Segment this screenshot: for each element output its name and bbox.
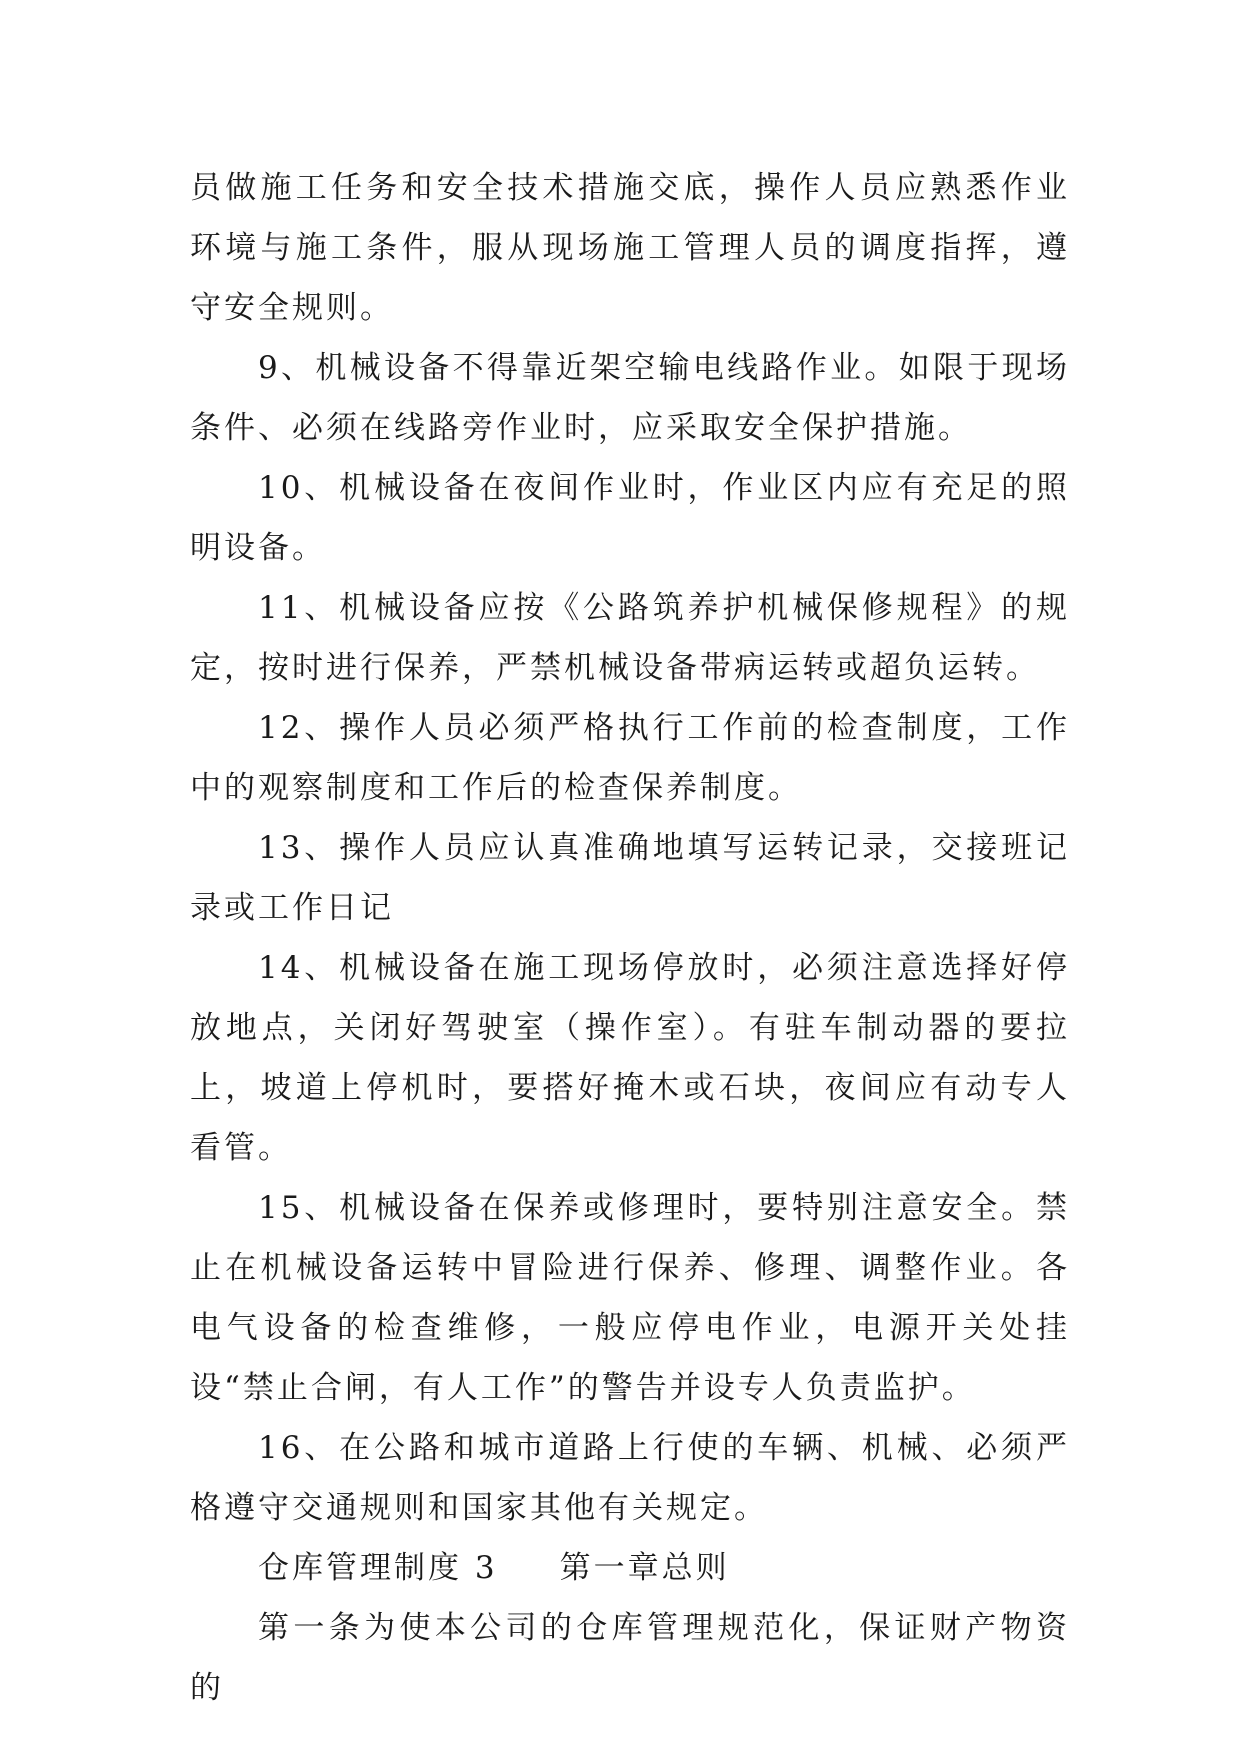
paragraph-item-11: 11、机械设备应按《公路筑养护机械保修规程》的规定，按时进行保养，严禁机械设备带病运转或超负运转。 [190,590,1070,686]
paragraph-item-10: 10、机械设备在夜间作业时，作业区内应有充足的照明设备。 [190,470,1070,566]
chapter-title: 第一章总则 [559,1550,730,1586]
heading-title: 仓库管理制度 3 [258,1550,498,1586]
paragraph-item-9: 9、机械设备不得靠近架空输电线路作业。如限于现场条件、必须在线路旁作业时，应采取安全保护措施。 [190,350,1070,446]
document-body [190,158,1070,1718]
paragraph-item-14: 14、机械设备在施工现场停放时，必须注意选择好停放地点，关闭好驾驶室（操作室）。有驻车制动器的要拉上，坡道上停机时，要搭好掩木或石块，夜间应有动专人看管。 [190,950,1070,1166]
paragraph-continuation: 员做施工任务和安全技术措施交底，操作人员应熟悉作业环境与施工条件，服从现场施工管理人员的调度指挥，遵守安全规则。 [190,170,1070,326]
paragraph-item-16: 16、在公路和城市道路上行使的车辆、机械、必须严格遵守交通规则和国家其他有关规定。 [190,1430,1070,1526]
paragraph-article-1: 第一条为使本公司的仓库管理规范化，保证财产物资的 [190,1610,1070,1706]
section-heading [190,1538,1070,1598]
paragraph-item-12: 12、操作人员必须严格执行工作前的检查制度，工作中的观察制度和工作后的检查保养制度。 [190,710,1070,806]
paragraph-item-15: 15、机械设备在保养或修理时，要特别注意安全。禁止在机械设备运转中冒险进行保养、修理、调整作业。各电气设备的检查维修，一般应停电作业，电源开关处挂设“禁止合闸，有人工作”的警告并设专人负责监护。 [190,1190,1070,1406]
paragraph-item-13: 13、操作人员应认真准确地填写运转记录，交接班记录或工作日记 [190,830,1070,926]
